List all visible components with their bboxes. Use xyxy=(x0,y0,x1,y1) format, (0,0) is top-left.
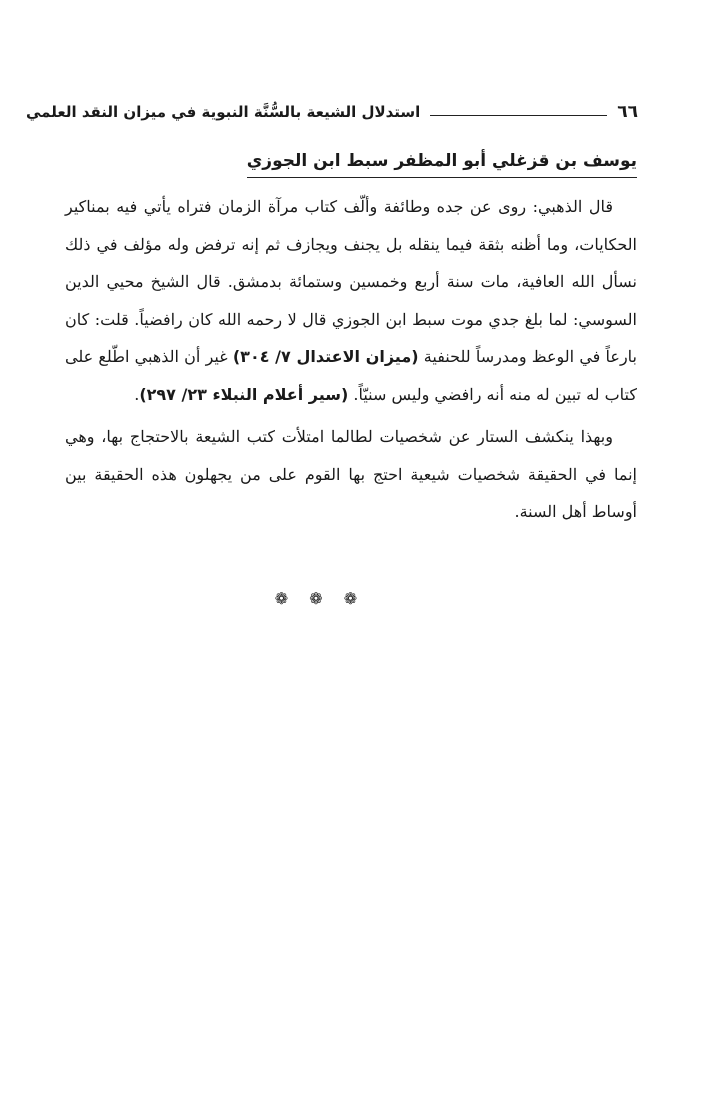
running-header xyxy=(26,88,638,122)
body-text xyxy=(65,188,637,536)
citation-siyar: (سير أعلام النبلاء ٢٣/ ٢٩٧) xyxy=(139,384,349,404)
page-number: ٦٦ xyxy=(617,102,638,122)
running-header-title: استدلال الشيعة بالسُّنَّة النبوية في ميزان النقد العلمي xyxy=(26,103,421,121)
paragraph-end: . xyxy=(134,384,140,404)
ornament-divider: ❁ ❁ ❁ xyxy=(274,589,366,608)
paragraph-text: غير أن الذهبي اطّلع على كتاب له تبين له منه أنه رافضي وليس سنيّاً. xyxy=(65,347,637,404)
citation-mizan: (ميزان الاعتدال ٧/ ٣٠٤) xyxy=(232,347,419,366)
header-rule xyxy=(430,115,607,116)
paragraph-text: قال الذهبي: روى عن جده وطائفة وألّف كتاب مرآة الزمان فتراه يأتي فيه بمناكير الحكايات، وما أظنه بثقة فيما ينقله بل يجنف ويجازف ثم إنه ترفض وله مؤلف في ذلك نسأل الله العافية، مات سنة أربع وخمسين وستمائة بدمشق. قال الشيخ محيي الدين السوسي: لما بلغ جدي موت سبط ابن الجوزي قال لا رحمه الله كان رافضياً. قلت: كان بارعاً في الوعظ ومدرساً للحنفية xyxy=(65,197,638,366)
section-heading: يوسف بن قزغلي أبو المظفر سبط ابن الجوزي xyxy=(247,148,637,178)
paragraph-conclusion: وبهذا ينكشف الستار عن شخصيات لطالما امتلأت كتب الشيعة بالاحتجاج بها، وهي إنما في الحقيقة شخصيات شيعية احتج بها القوم على من يجهلون هذه الحقيقة بين أوساط أهل السنة. xyxy=(65,427,637,521)
paragraph-biography xyxy=(65,188,637,413)
